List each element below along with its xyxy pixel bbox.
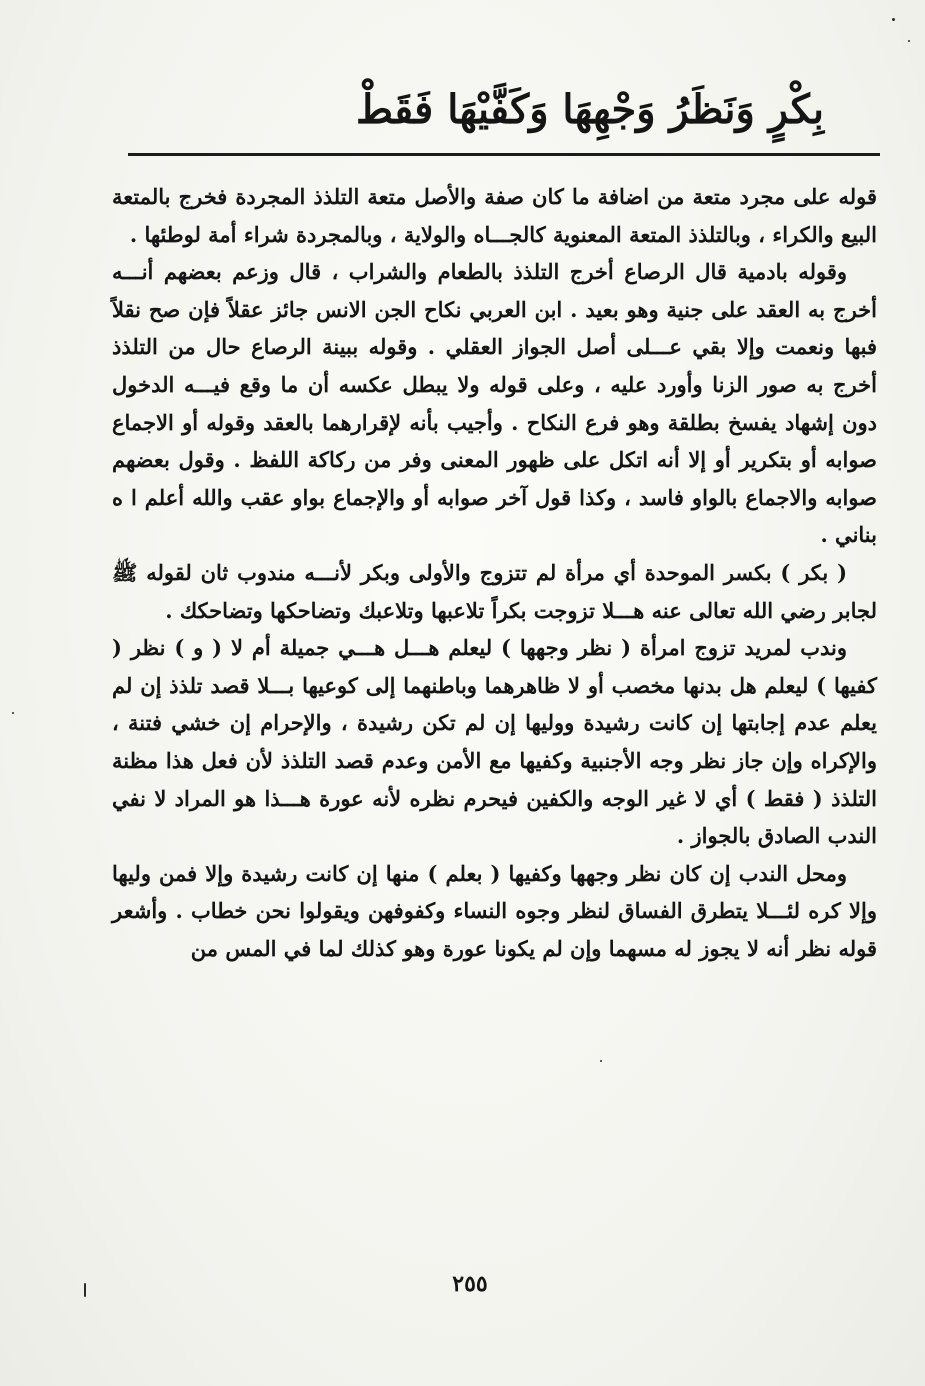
body-text (112, 178, 877, 967)
paragraph: ( بكر ) بكسر الموحدة أي مرأة لم تتزوج والأولى وبكر لأنـــه مندوب ثان لقوله ﷺ لجابر رضي الله تعالى عنه هـــلا تزوجت بكراً تلاعبها وتلاعبك وتضاحكها وتضاحكك . (112, 559, 877, 623)
paragraph: وقوله بادمية قال الرصاع أخرج التلذذ بالطعام والشراب ، قال وزعم بعضهم أنـــه أخرج به العقد على جنية وهو بعيد . ابن العربي نكاح الجن الانس جائز عقلاً فإن صح نقلاً فبها ونعمت وإلا بقي عـــلى أصل الجواز العقلي . وقوله ببينة الرصاع حال من التلذذ أخرج به صور الزنا وأورد عليه ، وعلى قوله ولا يبطل عكسه أن ما وقع فيـــه الدخول دون إشهاد يفسخ بطلقة وهو فرع النكاح . وأجيب بأنه لإقرارهما بالعقد وقوله أو الاجماع صوابه أو بتكرير أو إلا أنه اتكل على ظهور المعنى وفر من ركاكة اللفظ . وقول بعضهم صوابه والاجماع بالواو فاسد ، وكذا قول آخر صوابه أو والإجماع بواو عقب والله أعلم ا ه بناني . (112, 259, 877, 548)
paragraph: قوله على مجرد متعة من اضافة ما كان صفة والأصل متعة التلذذ المجردة فخرج بالمتعة البيع والكراء ، وبالتلذذ المتعة المعنوية كالجـــاه والولاية ، وبالمجردة شراء أمة لوطئها . (112, 184, 877, 247)
page-number: ٢٥٥ (452, 1271, 488, 1297)
paragraph: وندب لمريد تزوج امرأة ( نظر وجهها ) ليعلم هـــل هـــي جميلة أم لا ( و ) نظر ( كفيها ) ليعلم هل بدنها مخصب أو لا ظاهرهما وباطنهما إلى كوعيها بـــلا قصد تلذذ إن لم يعلم عدم إجابتها إن كانت رشيدة ووليها إن لم تكن رشيدة ، والإحرام إن خشي فتنة ، والإكراه وإن جاز نظر وجه الأجنبية وكفيها مع الأمن وعدم قصد التلذذ لأن فعل هذا مظنة التلذذ ( فقط ) أي لا غير الوجه والكفين فيحرم نظره لأنه عورة هـــذا هو المراد لا نفي الندب الصادق بالجواز . (112, 635, 877, 849)
header-rule (128, 153, 880, 156)
running-head: بِكْرٍ وَنَظَرُ وَجْهِهَا وَكَفَّيْهَا فَقَطْ (355, 86, 825, 133)
paragraph: ومحل الندب إن كان نظر وجهها وكفيها ( بعلم ) منها إن كانت رشيدة وإلا فمن وليها وإلا كره لئـــلا يتطرق الفساق لنظر وجوه النساء وكفوفهن ويقولوا نحن خطاب . وأشعر قوله نظر أنه لا يجوز له مسهما وإن لم يكونا عورة وهو كذلك لما في المس من (112, 860, 877, 961)
